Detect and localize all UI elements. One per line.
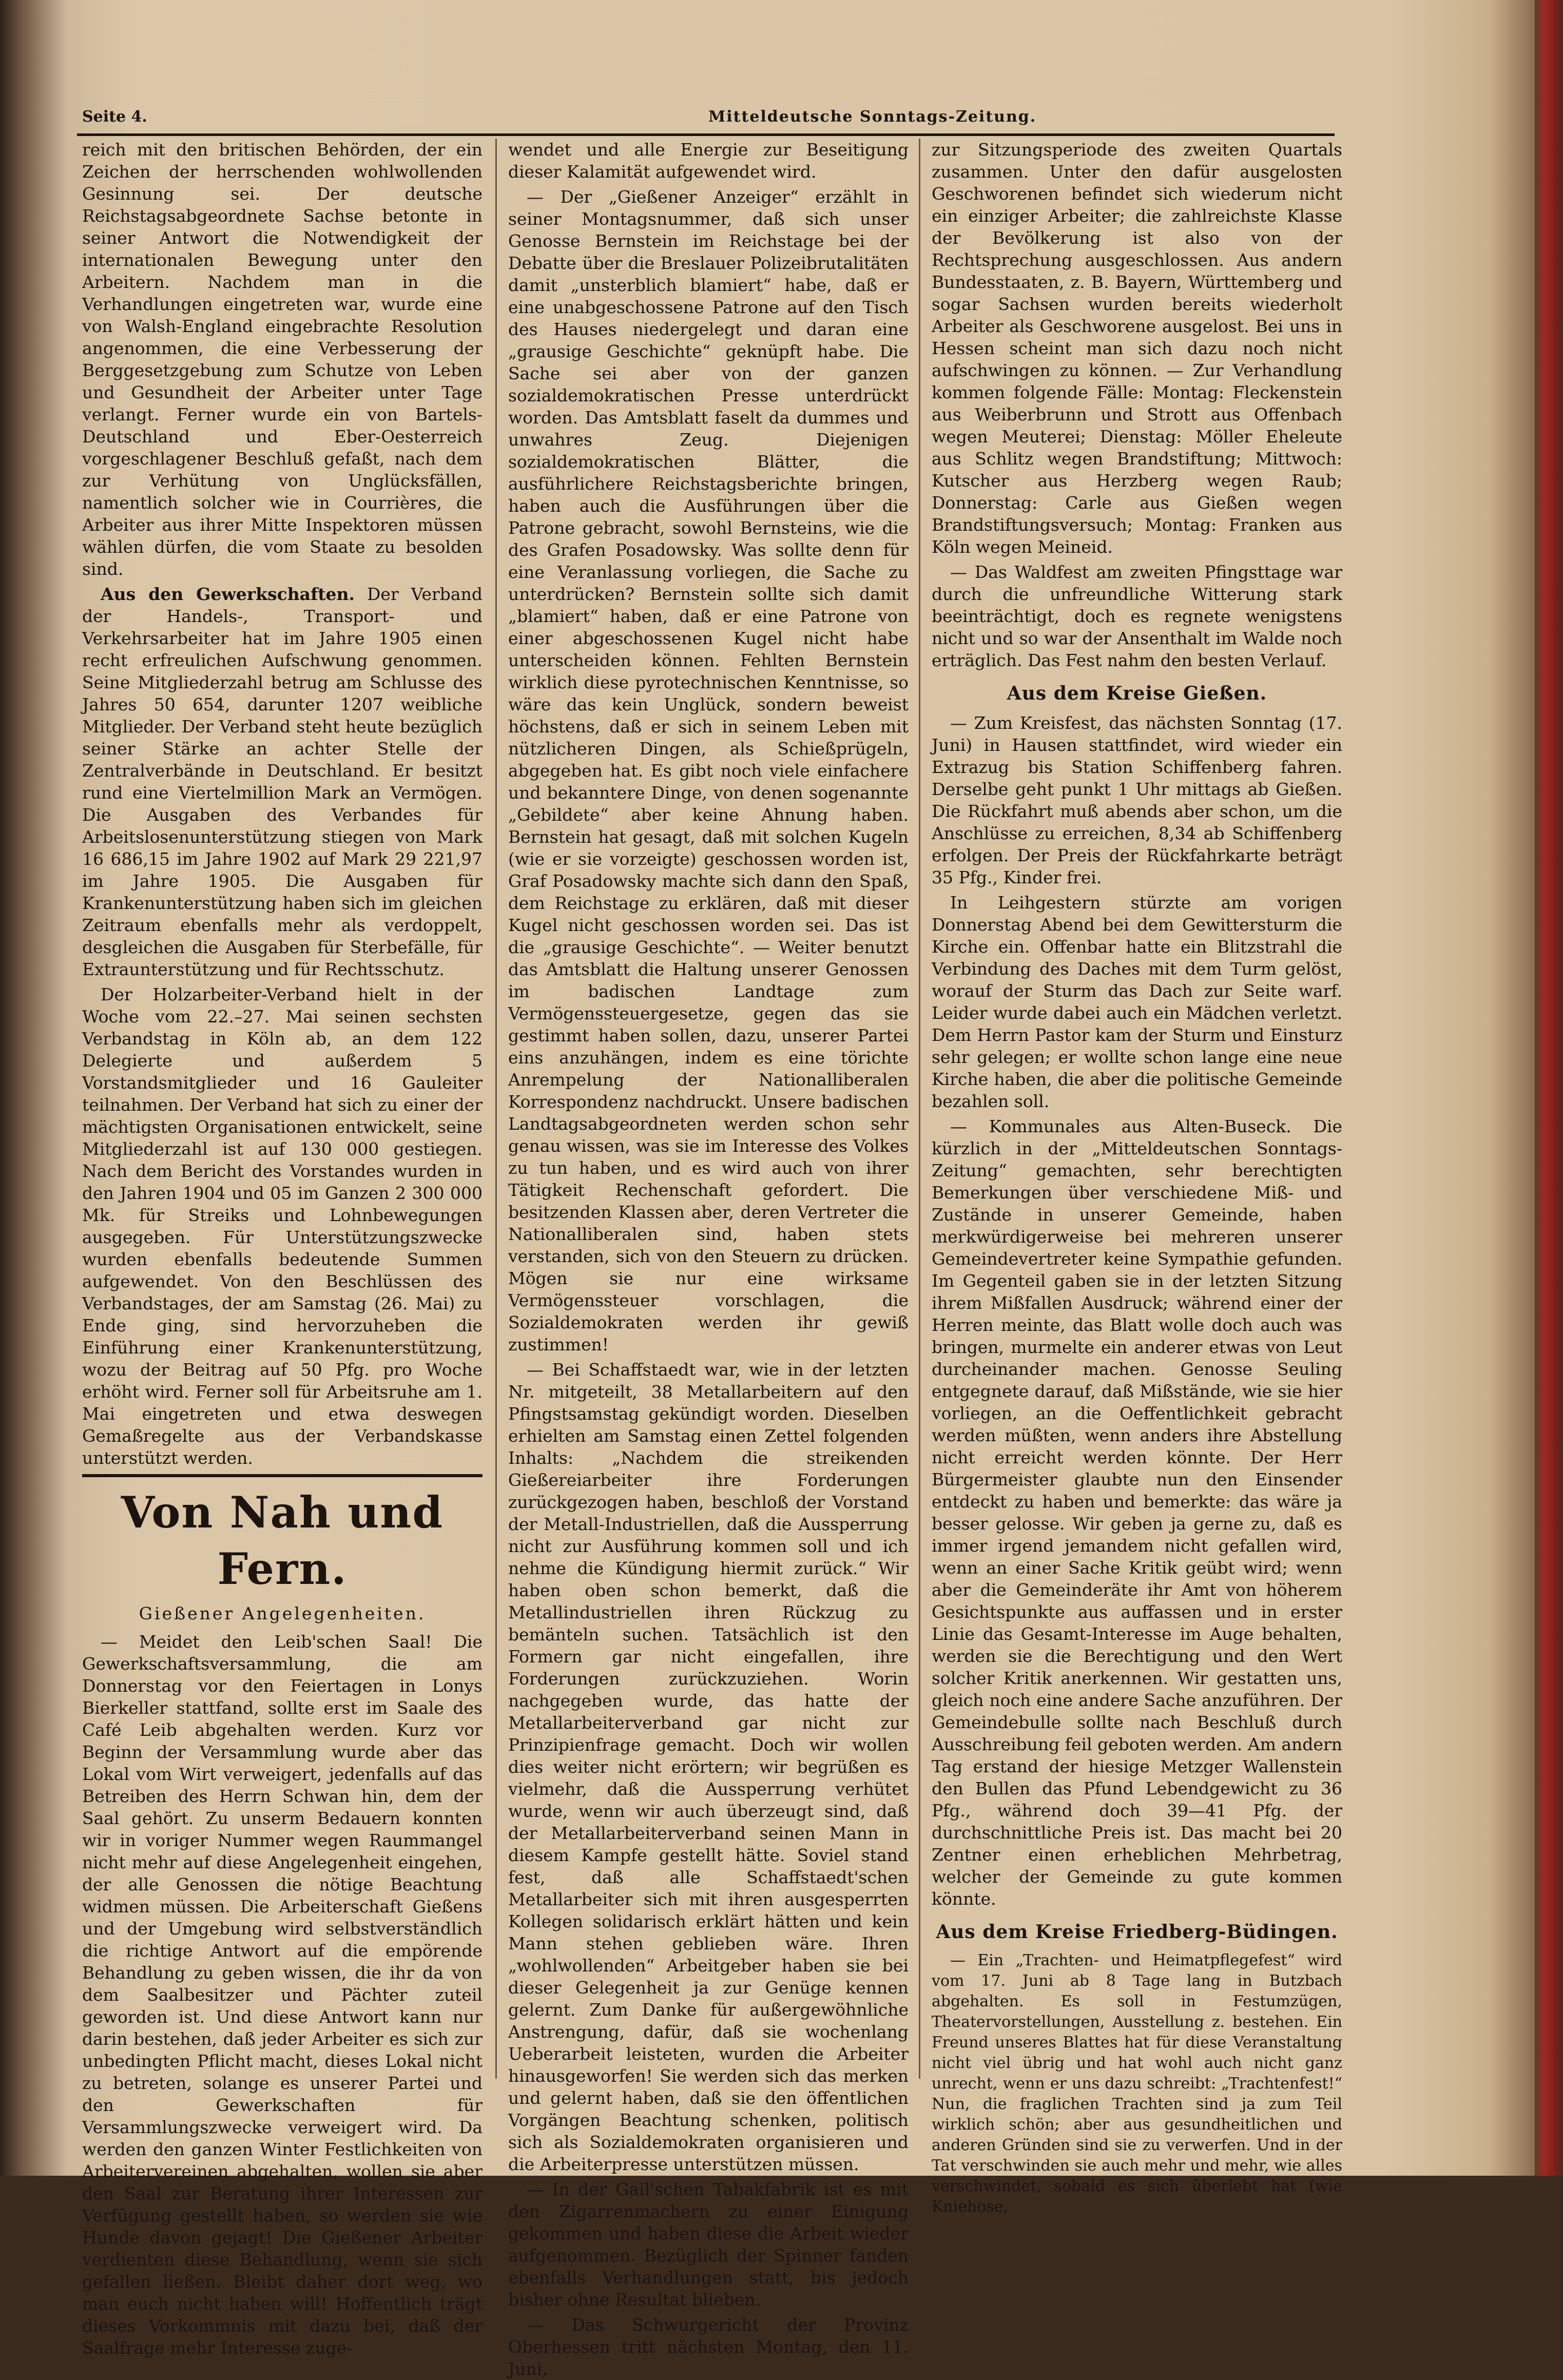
- paragraph: — Bei Schaffstaedt war, wie in der letzten Nr. mitgeteilt, 38 Metallarbeitern auf den Pfingstsamstag gekündigt worden. Dieselben erhielten am Samstag einen Zettel folgenden Inhalts: „Nachdem die streikenden Gießereiarbeiter ihre Forderungen zurückgezogen haben, beschloß der Vorstand der Metall-Industriellen, daß die Aussperrung nicht zur Ausführung kommen soll und ich nehme die Kündigung hiermit zurück.“ Wir haben oben schon bemerkt, daß die Metallindustriellen ihren Rückzug zu bemänteln suchen. Tatsächlich ist den Formern gar nicht eingefallen, ihre Forderungen zurückzuziehen. Worin nachgegeben wurde, das hatte der Metallarbeiterverband gar nicht zur Prinzipienfrage gemacht. Doch wir wollen dies weiter nicht erörtern; wir begrüßen es vielmehr, daß die Aussperrung verhütet wurde, wenn wir auch überzeugt sind, daß der Metallarbeiterverband seinen Mann in diesem Kampfe gestellt hätte. Soviel stand fest, daß alle Schaffstaedt'schen Metallarbeiter sich mit ihren ausgesperrten Kollegen solidarisch erklärt hätten und kein Mann stehen geblieben wäre. Ihren „wohlwollenden“ Arbeitgeber haben sie bei dieser Gelegenheit ja zur Genüge kennen gelernt. Zum Danke für außergewöhnliche Anstrengung, dafür, daß sie wochenlang Ueberarbeit leisteten, wurden die Arbeiter hinausgeworfen! Sie werden sich das merken und gelernt haben, daß sie den öffentlichen Vorgängen Beachtung schenken, politisch sich als Sozialdemokraten organisieren und die Arbeiterpresse unterstützen müssen.: [508, 1360, 909, 2174]
- paragraph-text: Der Verband der Handels-, Transport- und Verkehrsarbeiter hat im Jahre 1905 einen recht erfreulichen Aufschwung genommen. Seine Mitgliederzahl betrug am Schlusse des Jahres 50 654, darunter 1207 weibliche Mitglieder. Der Verband steht heute bezüglich seiner Stärke an achter Stelle der Zentralverbände in Deutschland. Er besitzt rund eine Viertelmillion Mark an Vermögen. Die Ausgaben des Verbandes für Arbeitslosenunterstützung stiegen von Mark 16 686,15 im Jahre 1902 auf Mark 29 221,97 im Jahre 1905. Die Ausgaben für Krankenunterstützung haben sich im gleichen Zeitraum ebenfalls mehr als verdoppelt, desgleichen die Ausgaben für Sterbefälle, für Extraunterstützung und für Rechtsschutz.: [82, 584, 483, 979]
- column-2: [508, 139, 909, 2379]
- paragraph: wendet und alle Energie zur Beseitigung dieser Kalamität aufgewendet wird.: [508, 140, 909, 182]
- subsection-title: Aus dem Kreise Friedberg-Büdingen.: [936, 1921, 1338, 1943]
- section-title: Von Nah und Fern.: [82, 1474, 483, 1597]
- paragraph: — Der „Gießener Anzeiger“ erzählt in seiner Montagsnummer, daß sich unser Genosse Bernstein im Reichstage bei der Debatte über die Breslauer Polizeibrutalitäten damit „unsterblich blamiert“ habe, daß er eine unabgeschossene Patrone auf den Tisch des Hauses niedergelegt und daran eine „grausige Geschichte“ geknüpft habe. Die Sache sei aber von der ganzen sozialdemokratischen Presse unterdrückt worden. Das Amtsblatt faselt da dummes und unwahres Zeug. Diejenigen sozialdemokratischen Blätter, die ausführlichere Reichstagsberichte bringen, haben auch die Ausführungen über die Patrone gebracht, sowohl Bernsteins, wie die des Grafen Posadowsky. Was sollte denn für eine Veranlassung vorliegen, die Sache zu unterdrücken? Bernstein sollte sich damit „blamiert“ haben, daß er eine Patrone von einer abgeschossenen Kugel nicht habe unterscheiden können. Fehlten Bernstein wirklich diese pyrotechnischen Kenntnisse, so wäre das kein Unglück, sondern beweist höchstens, daß er sich in seinem Leben mit nützlicheren Dingen, als Schießprügeln, abgegeben hat. Es gibt noch viele einfachere und bekanntere Dinge, von denen sogenannte „Gebildete“ aber keine Ahnung haben. Bernstein hat gesagt, daß mit solchen Kugeln (wie er sie vorzeigte) geschossen worden ist, Graf Posadowsky machte sich dann den Spaß, dem Reichstage zu erklären, daß mit dieser Kugel nicht geschossen worden sei. Das ist die „grausige Geschichte“. — Weiter benutzt das Amtsblatt die Haltung unserer Genossen im badischen Landtage zum Vermögenssteuergesetze, gegen das sie gestimmt haben sollen, dazu, unserer Partei eins anzuhängen, indem es eine törichte Anrempelung der Nationalliberalen Korrespondenz nachdruckt. Unsere badischen Landtagsabgeordneten werden schon sehr genau wissen, was sie im Interesse des Volkes zu tun haben, und es wird auch von ihrer Tätigkeit Rechenschaft gefordert. Die besitzenden Klassen aber, deren Vertreter die Nationalliberalen sind, haben stets verstanden, sich von den Steuern zu drücken. Mögen sie nur eine wirksame Vermögenssteuer vorschlagen, die Sozialdemokraten werden ihr gewiß zustimmen!: [508, 187, 909, 1355]
- column-rule: [495, 139, 497, 2079]
- column-1: [82, 139, 483, 2358]
- paragraph: reich mit den britischen Behörden, der ein Zeichen der herrschenden wohlwollenden Gesinnung sei. Der deutsche Reichstagsabgeordnete Sachse betonte in seiner Antwort die Notwendigkeit der internationalen Bewegung unter den Arbeitern. Nachdem man in die Verhandlungen eingetreten war, wurde eine von Walsh-England eingebrachte Resolution angenommen, die eine Verbesserung der Berggesetzgebung zum Schutze von Leben und Gesundheit der Arbeiter unter Tage verlangt. Ferner wurde ein von Bartels-Deutschland und Eber-Oesterreich vorgeschlagener Beschluß gefaßt, nach dem zur Verhütung von Unglücksfällen, namentlich solcher wie in Courrières, die Arbeiter aus ihrer Mitte Inspektoren müssen wählen dürfen, die vom Staate zu besolden sind.: [82, 140, 483, 579]
- paragraph: [82, 583, 483, 980]
- paragraph: — Das Waldfest am zweiten Pfingsttage war durch die unfreundliche Witterung stark beeinträchtigt, doch es regnete wenigstens nicht und so war der Ansenthalt im Walde noch erträglich. Das Fest nahm den besten Verlauf.: [932, 562, 1342, 670]
- paragraph: — Kommunales aus Alten-Buseck. Die kürzlich in der „Mitteldeutschen Sonntags-Zeitung“ gemachten, sehr berechtigten Bemerkungen über verschiedene Miß- und Zustände in unserer Gemeinde, haben merkwürdigerweise bei mehreren unserer Gemeindevertreter keine Sympathie gefunden. Im Gegenteil gaben sie in der letzten Sitzung ihrem Mißfallen Ausdruck; während einer der Herren meinte, das Blatt wolle doch auch was bringen, murmelte ein anderer etwas von Leut durcheinander machen. Genosse Seuling entgegnete darauf, daß Mißstände, wie sie hier vorliegen, an die Oeffentlichkeit gebracht werden müßten, wenn anders ihre Abstellung nicht erreicht werden könnte. Der Herr Bürgermeister glaubte nun den Einsender entdeckt zu haben und bemerkte: das wäre ja besser gelosse. Wir geben ja gerne zu, daß es immer irgend jemandem nicht gefallen wird, wenn an einer Sache Kritik geübt wird; wenn aber die Gemeinderäte ihr Amt von höherem Gesichtspunkte aus auffassen und in erster Linie das Gesamt-Interesse im Auge behalten, werden sie die Berechtigung und den Wert solcher Kritik anerkennen. Wir gestatten uns, gleich noch eine andere Sache anzuführen. Der Gemeindebulle sollte nach Beschluß durch Ausschreibung feil geboten werden. Am andern Tag erstand der hiesige Metzger Wallenstein den Bullen das Pfund Lebendgewicht zu 36 Pfg., während doch 39—41 Pfg. der durchschnittliche Preis ist. Das macht bei 20 Zentner einen erheblichen Mehrbetrag, welcher der Gemeinde zu gute kommen könnte.: [932, 1116, 1342, 1909]
- paragraph: zur Sitzungsperiode des zweiten Quartals zusammen. Unter den dafür ausgelosten Geschworenen befindet sich wiederum nicht ein einziger Arbeiter; die zahlreichste Klasse der Bevölkerung ist also von der Rechtsprechung ausgeschlossen. Aus andern Bundesstaaten, z. B. Bayern, Württemberg und sogar Sachsen wurden bereits wiederholt Arbeiter als Geschworene ausgelost. Bei uns in Hessen scheint man sich dazu noch nicht aufschwingen zu können. — Zur Verhandlung kommen folgende Fälle: Montag: Fleckenstein aus Weiberbrunn und Strott aus Offenbach wegen Meuterei; Dienstag: Möller Eheleute aus Schlitz wegen Brandstiftung; Mittwoch: Kutscher aus Herzberg wegen Raub; Donnerstag: Carle aus Gießen wegen Brandstiftungsversuch; Montag: Franken aus Köln wegen Meineid.: [932, 140, 1342, 557]
- section-heading: Aus den Gewerkschaften.: [101, 584, 355, 604]
- paragraph: — In der Gail'schen Tabakfabrik ist es mit den Zigarrenmachern zu einer Einigung gekommen und haben diese die Arbeit wieder aufgenommen. Bezüglich der Spinner fanden ebenfalls Verhandlungen statt, bis jedoch bisher ohne Resultat blieben.: [508, 2179, 909, 2310]
- column-3: [932, 139, 1342, 2216]
- subsection-title: Aus dem Kreise Gießen.: [1007, 683, 1267, 704]
- paragraph: Der Holzarbeiter-Verband hielt in der Woche vom 22.–27. Mai seinen sechsten Verbandstag in Köln ab, an dem 122 Delegierte und außerdem 5 Vorstandsmitglieder und 16 Gauleiter teilnahmen. Der Verband hat sich zu einer der mächtigsten Organisationen entwickelt, seine Mitgliederzahl ist auf 130 000 gestiegen. Nach dem Bericht des Vorstandes wurden in den Jahren 1904 und 05 im Ganzen 2 300 000 Mk. für Streiks und Lohnbewegungen ausgegeben. Für Unterstützungszwecke wurden ebenfalls bedeutende Summen aufgewendet. Von den Beschlüssen des Verbandstages, der am Samstag (26. Mai) zu Ende ging, sind hervorzuheben die Einführung einer Krankenunterstützung, wozu der Beitrag auf 50 Pfg. pro Woche erhöht wird. Ferner soll für Arbeitsruhe am 1. Mai eingetreten und etwa deswegen Gemaßregelte aus der Verbandskasse unterstützt werden.: [82, 984, 483, 1468]
- newspaper-name: Mitteldeutsche Sonntags-Zeitung.: [708, 108, 1037, 126]
- paragraph: — Das Schwurgericht der Provinz Oberhessen tritt nächsten Montag, den 11. Juni,: [508, 2315, 909, 2379]
- page-header: [77, 103, 1335, 136]
- paragraph: — Ein „Trachten- und Heimatpflegefest“ wird vom 17. Juni ab 8 Tage lang in Butzbach abgehalten. Es soll in Festumzügen, Theatervorstellungen, Ausstellung z. bestehen. Ein Freund unseres Blattes hat für diese Veranstaltung nicht viel übrig und hat wohl auch nicht ganz unrecht, wenn er uns dazu schreibt: „Trachtenfest!“ Nun, die fraglichen Trachten sind ja zum Teil wirklich schön; aber aus gesundheitlichen und anderen Gründen sind sie zu verwerfen. Und in der Tat verschwinden sie auch mehr und mehr, wie alles verschwindet, sobald es sich überlebt hat (wie Kniehose,: [932, 1951, 1342, 2216]
- paragraph: — Meidet den Leib'schen Saal! Die Gewerkschaftsversammlung, die am Donnerstag vor den Feiertagen in Lonys Bierkeller stattfand, sollte erst im Saale des Café Leib abgehalten werden. Kurz vor Beginn der Versammlung wurde aber das Lokal vom Wirt verweigert, jedenfalls auf das Betreiben des Herrn Schwan hin, dem der Saal gehört. Zu unserm Bedauern konnten wir in voriger Nummer wegen Raummangel nicht mehr auf diese Angelegenheit eingehen, der alle Genossen die nötige Beachtung widmen müssen. Die Arbeiterschaft Gießens und der Umgebung wird selbstverständlich die richtige Antwort auf die empörende Behandlung zu geben wissen, die ihr da von dem Saalbesitzer und Pächter zuteil geworden ist. Und diese Antwort kann nur darin bestehen, daß jeder Arbeiter es sich zur unbedingten Pflicht macht, dieses Lokal nicht zu betreten, solange es unserer Partei und den Gewerkschaften für Versammlungszwecke verweigert wird. Da werden den ganzen Winter Festlichkeiten von Arbeitervereinen abgehalten, wollen sie aber den Saal zur Beratung ihrer Interessen zur Verfügung gestellt haben, so werden sie wie Hunde davon gejagt! Die Gießener Arbeiter verdienten diese Behandlung, wenn sie sich gefallen ließen. Bleibt daher dort weg, wo man euch nicht haben will! Hoffentlich trägt dieses Vorkommnis mit dazu bei, daß der Saalfrage mehr Interesse zuge-: [82, 1632, 483, 2358]
- subsection-title: Gießener Angelegenheiten.: [139, 1603, 426, 1623]
- newspaper-page: [77, 87, 1504, 2379]
- paragraph: In Leihgestern stürzte am vorigen Donnerstag Abend bei dem Gewittersturm die Kirche ein. Offenbar hatte ein Blitzstrahl die Verbindung des Daches mit dem Turm gelöst, worauf der Sturm das Dach zur Seite warf. Leider wurde dabei auch ein Mädchen verletzt. Dem Herrn Pastor kam der Sturm und Einsturz sehr gelegen; er wollte schon lange eine neue Kirche haben, die aber die politische Gemeinde bezahlen soll.: [932, 893, 1342, 1111]
- book-edge: [1535, 0, 1563, 2176]
- column-rule: [919, 139, 920, 2079]
- page-number: Seite 4.: [82, 108, 147, 126]
- paragraph: — Zum Kreisfest, das nächsten Sonntag (17. Juni) in Hausen stattfindet, wird wieder ein Extrazug bis Station Schiffenberg fahren. Derselbe geht punkt 1 Uhr mittags ab Gießen. Die Rückfahrt muß abends aber schon, um die Anschlüsse zu erreichen, 8,34 ab Schiffenberg erfolgen. Der Preis der Rückfahrkarte beträgt 35 Pfg., Kinder frei.: [932, 713, 1342, 887]
